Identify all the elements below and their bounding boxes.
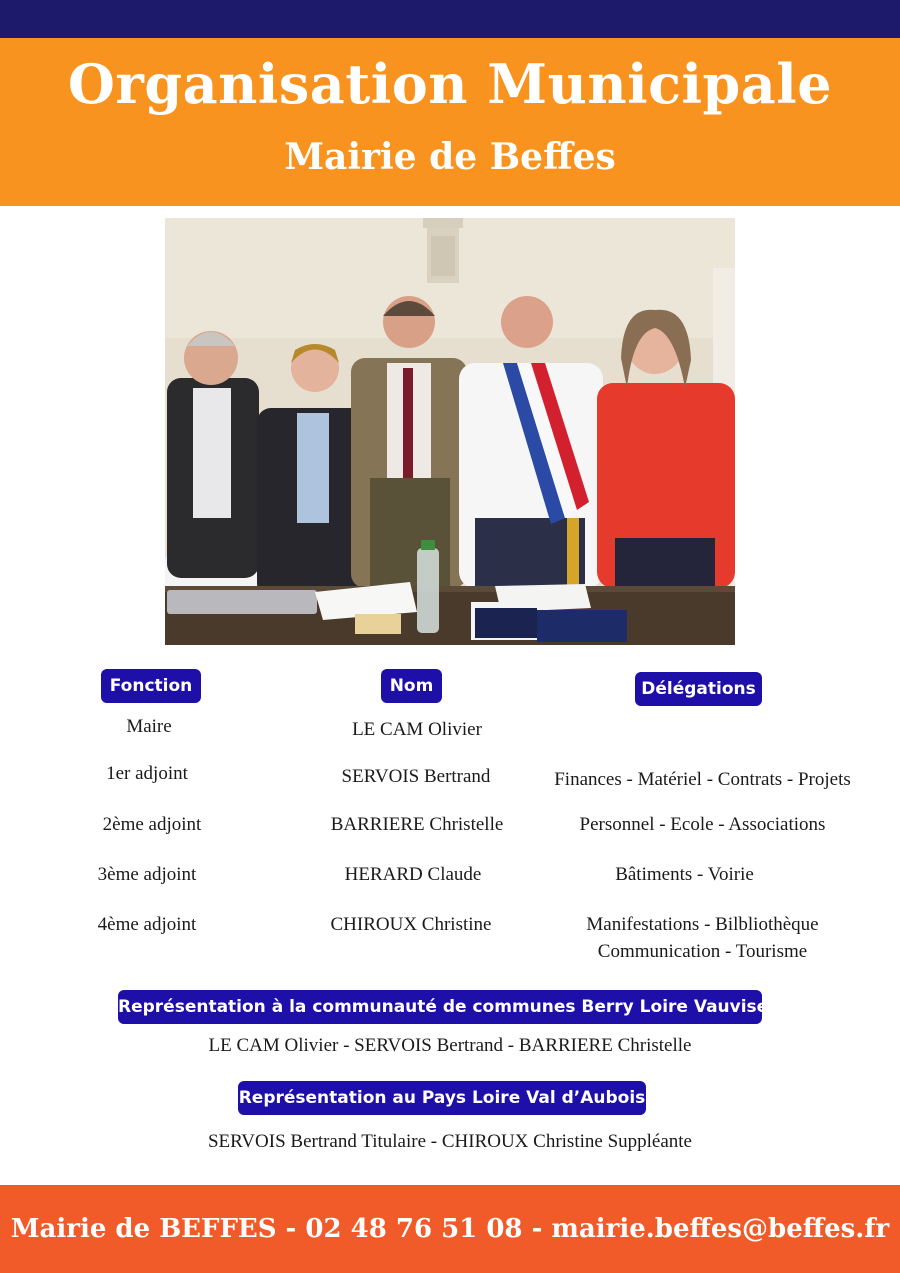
row-3-delegations: Personnel - Ecole - Associations (579, 814, 826, 835)
representation-pays-label: Représentation au Pays Loire Val d’Aubois (238, 1081, 646, 1115)
footer-banner (0, 1185, 900, 1273)
top-bar (0, 0, 900, 38)
row-2-fonction: 1er adjoint (106, 763, 188, 784)
column-header-fonction: Fonction (101, 669, 201, 703)
row-1-fonction: Maire (126, 716, 172, 737)
row-5-fonction: 4ème adjoint (97, 914, 197, 935)
row-2-nom: SERVOIS Bertrand (341, 766, 491, 787)
row-5-nom: CHIROUX Christine (330, 914, 492, 935)
row-4-fonction: 3ème adjoint (97, 864, 197, 885)
page-subtitle: Mairie de Beffes (284, 136, 616, 178)
row-4-delegations: Bâtiments - Voirie (615, 864, 754, 885)
row-5-delegations: Manifestations - Bilbliothèque (586, 914, 819, 935)
header-banner (0, 38, 900, 206)
column-header-nom: Nom (381, 669, 442, 703)
representation-pays-members: SERVOIS Bertrand Titulaire - CHIROUX Christine Suppléante (207, 1131, 692, 1152)
row-4-nom: HERARD Claude (344, 864, 482, 885)
row-3-fonction: 2ème adjoint (102, 814, 202, 835)
page-title: Organisation Municipale (67, 52, 833, 116)
footer-contact: Mairie de BEFFES - 02 48 76 51 08 - mairie.beffes@beffes.fr (10, 1214, 890, 1244)
column-header-delegations: Délégations (635, 672, 762, 706)
row-5-delegations-line2: Communication - Tourisme (597, 941, 808, 962)
row-2-delegations: Finances - Matériel - Contrats - Projets (554, 769, 851, 790)
row-1-nom: LE CAM Olivier (352, 719, 482, 740)
group-photo (165, 218, 735, 645)
representation-cc-label: Représentation à la communauté de communes Berry Loire Vauvise (118, 990, 762, 1024)
row-3-nom: BARRIERE Christelle (330, 814, 504, 835)
representation-cc-members: LE CAM Olivier - SERVOIS Bertrand - BARRIERE Christelle (208, 1035, 692, 1056)
